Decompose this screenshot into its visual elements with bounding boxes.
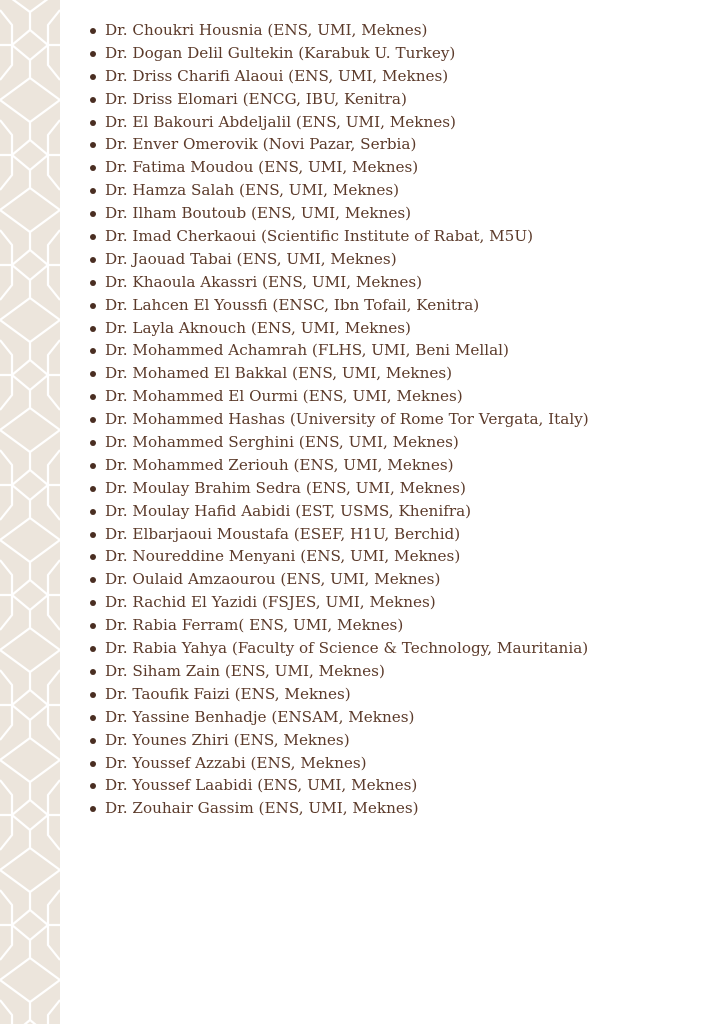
list-item xyxy=(88,752,708,775)
bullet-icon xyxy=(90,211,96,217)
name-text: Dr. Rabia Ferram( ENS, UMI, Meknes) xyxy=(105,616,404,635)
bullet-icon xyxy=(90,165,96,171)
bullet-icon xyxy=(90,577,96,583)
list-item xyxy=(88,317,708,340)
list-item xyxy=(88,42,708,65)
bullet-icon xyxy=(90,326,96,332)
list-item xyxy=(88,408,708,431)
bullet-icon xyxy=(90,440,96,446)
bullet-icon xyxy=(90,623,96,629)
list-item xyxy=(88,271,708,294)
list-item xyxy=(88,500,708,523)
name-text: Dr. Driss Elomari (ENCG, IBU, Kenitra) xyxy=(105,89,407,108)
list-item xyxy=(88,179,708,202)
name-text: Dr. Mohamed El Bakkal (ENS, UMI, Meknes) xyxy=(105,364,453,383)
bullet-icon xyxy=(90,97,96,103)
name-text: Dr. Elbarjaoui Moustafa (ESEF, H1U, Berchid) xyxy=(105,524,461,543)
list-item xyxy=(88,591,708,614)
name-text: Dr. Driss Charifi Alaoui (ENS, UMI, Meknes) xyxy=(105,66,449,85)
list-item xyxy=(88,774,708,797)
bullet-icon xyxy=(90,738,96,744)
list-item xyxy=(88,683,708,706)
list-item xyxy=(88,454,708,477)
name-text: Dr. Dogan Delil Gultekin (Karabuk U. Turkey) xyxy=(105,43,456,62)
name-text: Dr. Mohammed Zeriouh (ENS, UMI, Meknes) xyxy=(105,455,454,474)
bullet-icon xyxy=(90,669,96,675)
name-text: Dr. Taoufik Faizi (ENS, Meknes) xyxy=(105,684,351,703)
list-item xyxy=(88,156,708,179)
name-text: Dr. Mohammed El Ourmi (ENS, UMI, Meknes) xyxy=(105,387,463,406)
list-item xyxy=(88,523,708,546)
document-content xyxy=(88,19,708,820)
name-text: Dr. Mohammed Achamrah (FLHS, UMI, Beni Mellal) xyxy=(105,341,509,360)
bullet-icon xyxy=(90,74,96,80)
list-item xyxy=(88,431,708,454)
list-item xyxy=(88,797,708,820)
bullet-icon xyxy=(90,532,96,538)
bullet-icon xyxy=(90,188,96,194)
list-item xyxy=(88,133,708,156)
name-text: Dr. Moulay Brahim Sedra (ENS, UMI, Meknes) xyxy=(105,478,466,497)
list-item xyxy=(88,568,708,591)
name-text: Dr. Moulay Hafid Aabidi (EST, USMS, Khenifra) xyxy=(105,501,472,520)
bullet-icon xyxy=(90,486,96,492)
bullet-icon xyxy=(90,509,96,515)
name-text: Dr. Enver Omerovik (Novi Pazar, Serbia) xyxy=(105,135,417,154)
bullet-icon xyxy=(90,417,96,423)
bullet-icon xyxy=(90,761,96,767)
list-item xyxy=(88,202,708,225)
bullet-icon xyxy=(90,28,96,34)
name-text: Dr. Fatima Moudou (ENS, UMI, Meknes) xyxy=(105,158,419,177)
bullet-icon xyxy=(90,715,96,721)
list-item xyxy=(88,19,708,42)
list-item xyxy=(88,88,708,111)
bullet-icon xyxy=(90,142,96,148)
list-item xyxy=(88,65,708,88)
name-text: Dr. Hamza Salah (ENS, UMI, Meknes) xyxy=(105,181,400,200)
name-text: Dr. Rachid El Yazidi (FSJES, UMI, Meknes) xyxy=(105,593,436,612)
name-text: Dr. Mohammed Hashas (University of Rome Tor Vergata, Italy) xyxy=(105,410,589,429)
bullet-icon xyxy=(90,463,96,469)
name-text: Dr. El Bakouri Abdeljalil (ENS, UMI, Meknes) xyxy=(105,112,456,131)
bullet-icon xyxy=(90,394,96,400)
name-text: Dr. Khaoula Akassri (ENS, UMI, Meknes) xyxy=(105,272,423,291)
list-item xyxy=(88,637,708,660)
bullet-icon xyxy=(90,348,96,354)
list-item xyxy=(88,477,708,500)
name-text: Dr. Choukri Housnia (ENS, UMI, Meknes) xyxy=(105,21,428,39)
bullet-icon xyxy=(90,51,96,57)
list-item xyxy=(88,248,708,271)
name-text: Dr. Oulaid Amzaourou (ENS, UMI, Meknes) xyxy=(105,570,441,589)
name-text: Dr. Lahcen El Youssfi (ENSC, Ibn Tofail, Kenitra) xyxy=(105,295,480,314)
name-text: Dr. Layla Aknouch (ENS, UMI, Meknes) xyxy=(105,318,411,337)
bullet-icon xyxy=(90,783,96,789)
name-text: Dr. Zouhair Gassim (ENS, UMI, Meknes) xyxy=(105,799,419,818)
list-item xyxy=(88,614,708,637)
name-text: Dr. Noureddine Menyani (ENS, UMI, Meknes) xyxy=(105,547,461,566)
list-item xyxy=(88,729,708,752)
name-text: Dr. Younes Zhiri (ENS, Meknes) xyxy=(105,730,350,749)
list-item xyxy=(88,339,708,362)
bullet-icon xyxy=(90,646,96,652)
name-list xyxy=(88,19,708,820)
list-item xyxy=(88,111,708,134)
list-item xyxy=(88,225,708,248)
list-item xyxy=(88,545,708,568)
geometric-pattern-graphic xyxy=(0,0,60,1024)
name-text: Dr. Rabia Yahya (Faculty of Science & Technology, Mauritania) xyxy=(105,639,589,658)
bullet-icon xyxy=(90,280,96,286)
bullet-icon xyxy=(90,120,96,126)
bullet-icon xyxy=(90,600,96,606)
name-text: Dr. Youssef Laabidi (ENS, UMI, Meknes) xyxy=(105,776,418,795)
bullet-icon xyxy=(90,257,96,263)
list-item xyxy=(88,294,708,317)
list-item xyxy=(88,362,708,385)
name-text: Dr. Youssef Azzabi (ENS, Meknes) xyxy=(105,753,367,772)
name-text: Dr. Siham Zain (ENS, UMI, Meknes) xyxy=(105,661,385,680)
name-text: Dr. Ilham Boutoub (ENS, UMI, Meknes) xyxy=(105,204,412,223)
name-text: Dr. Yassine Benhadje (ENSAM, Meknes) xyxy=(105,707,415,726)
name-text: Dr. Jaouad Tabai (ENS, UMI, Meknes) xyxy=(105,249,397,268)
bullet-icon xyxy=(90,692,96,698)
bullet-icon xyxy=(90,554,96,560)
list-item xyxy=(88,385,708,408)
side-geometric-pattern xyxy=(0,0,60,1024)
bullet-icon xyxy=(90,303,96,309)
bullet-icon xyxy=(90,234,96,240)
list-item xyxy=(88,706,708,729)
bullet-icon xyxy=(90,371,96,377)
name-text: Dr. Imad Cherkaoui (Scientific Institute of Rabat, M5U) xyxy=(105,227,534,246)
bullet-icon xyxy=(90,806,96,812)
list-item xyxy=(88,660,708,683)
name-text: Dr. Mohammed Serghini (ENS, UMI, Meknes) xyxy=(105,433,459,452)
